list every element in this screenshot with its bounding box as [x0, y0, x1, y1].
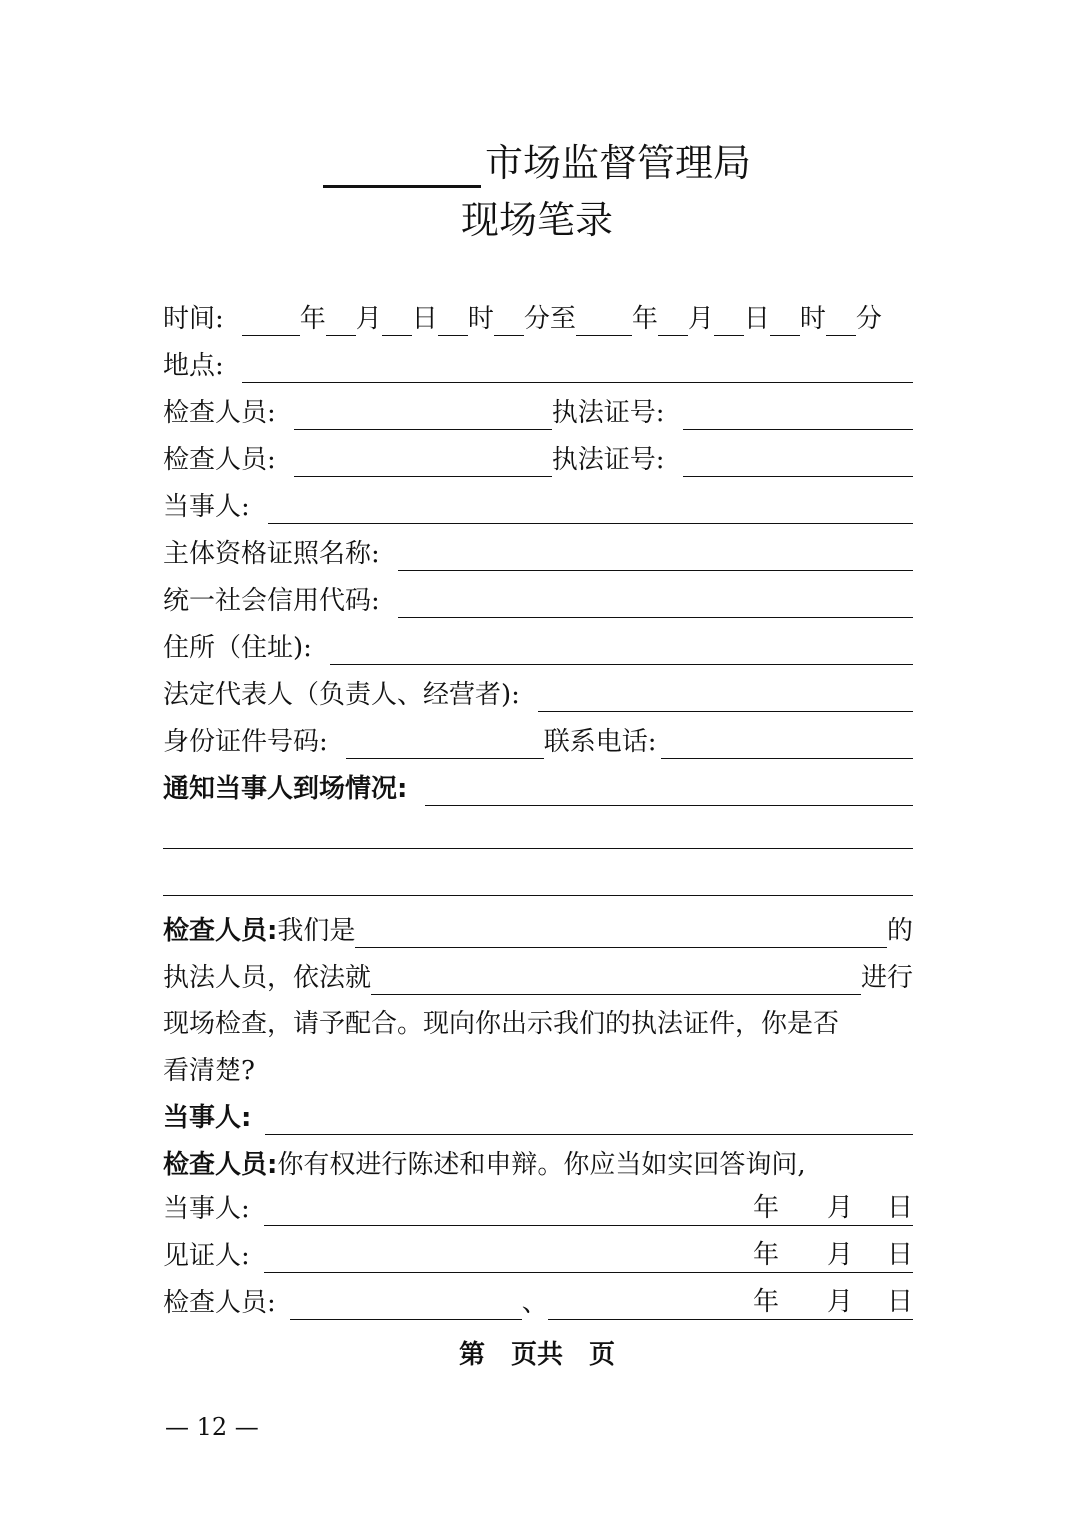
party-row: [163, 484, 913, 524]
party-label: 当事人:: [163, 492, 250, 522]
month-label: 月: [826, 1193, 853, 1223]
credit-code-field[interactable]: [398, 587, 913, 618]
inspector-2-field[interactable]: [294, 446, 552, 477]
address-label: 住所（住址):: [163, 633, 312, 663]
notice-line-3[interactable]: [163, 895, 913, 896]
place-field[interactable]: [242, 352, 913, 383]
start-year-blank[interactable]: [242, 305, 300, 336]
party-signature-row: [163, 1186, 913, 1226]
id-phone-row: [163, 719, 913, 759]
inspector-label: 检查人员:: [163, 398, 276, 428]
year-label: 年: [752, 1193, 779, 1223]
page-number: — 12 —: [165, 1413, 259, 1441]
dialogue-text: 执法人员，依法就: [163, 963, 372, 993]
license-no-label: 执法证号:: [551, 445, 665, 475]
hour-label: 时: [799, 304, 826, 334]
witness-sign-label: 见证人:: [163, 1241, 250, 1271]
credit-code-row: [163, 578, 913, 618]
inspector-label: 检查人员:: [163, 445, 276, 475]
agency-blank[interactable]: [355, 917, 887, 948]
party-answer-row: [163, 1095, 913, 1135]
witness-signature-row: [163, 1233, 913, 1273]
agency-name-blank[interactable]: [323, 145, 481, 188]
legal-rep-label: 法定代表人（负责人、经营者):: [163, 680, 520, 710]
hour-label: 时: [467, 304, 494, 334]
inspector-signature-2-field[interactable]: [548, 1289, 913, 1320]
end-year-blank[interactable]: [576, 305, 632, 336]
month-label: 月: [355, 304, 382, 334]
party-signature-field[interactable]: [264, 1195, 913, 1226]
notice-line-2[interactable]: [163, 848, 913, 849]
dialogue-text: 你有权进行陈述和申辩。你应当如实回答询问,: [277, 1150, 806, 1180]
place-row: [163, 343, 913, 383]
time-label: 时间:: [163, 304, 224, 334]
notice-label: 通知当事人到场情况:: [163, 774, 408, 804]
year-label: 年: [631, 304, 658, 334]
agency-title: [0, 138, 1074, 188]
month-label: 月: [826, 1240, 853, 1270]
start-month-blank[interactable]: [326, 305, 356, 336]
separator: 、: [521, 1288, 548, 1318]
inspector-signature-row: [163, 1280, 913, 1320]
month-label: 月: [826, 1287, 853, 1317]
party-field[interactable]: [268, 493, 913, 524]
phone-field[interactable]: [661, 728, 913, 759]
party-speaker-label: 当事人:: [163, 1103, 252, 1133]
dialogue-line-4: 看清楚?: [163, 1056, 255, 1086]
entity-license-label: 主体资格证照名称:: [163, 539, 380, 569]
party-answer-field[interactable]: [265, 1104, 913, 1135]
party-sign-label: 当事人:: [163, 1194, 250, 1224]
inspector-sign-label: 检查人员:: [163, 1288, 276, 1318]
inspector-row-2: [163, 437, 913, 477]
start-day-blank[interactable]: [382, 305, 412, 336]
witness-signature-field[interactable]: [264, 1242, 913, 1273]
minute-label: 分: [855, 304, 882, 334]
minute-to-label: 分至: [523, 304, 576, 334]
day-label: 日: [886, 1240, 913, 1270]
year-label: 年: [752, 1240, 779, 1270]
dialogue-text: 我们是: [277, 916, 356, 946]
day-label: 日: [743, 304, 770, 334]
day-label: 日: [886, 1193, 913, 1223]
end-minute-blank[interactable]: [826, 305, 856, 336]
inspector-1-field[interactable]: [294, 399, 552, 430]
inspector-signature-1-field[interactable]: [290, 1289, 522, 1320]
dialogue-line-5: [163, 1148, 913, 1182]
year-label: 年: [299, 304, 326, 334]
address-row: [163, 625, 913, 665]
start-hour-blank[interactable]: [438, 305, 468, 336]
license-no-2-field[interactable]: [683, 446, 913, 477]
matter-blank[interactable]: [371, 964, 861, 995]
id-no-label: 身份证件号码:: [163, 727, 328, 757]
end-month-blank[interactable]: [658, 305, 688, 336]
inspector-speaker-label: 检查人员:: [163, 1150, 278, 1180]
dialogue-line-1: [163, 908, 913, 948]
document-title: 现场笔录: [460, 198, 613, 242]
license-no-1-field[interactable]: [683, 399, 913, 430]
dialogue-text: 进行: [860, 963, 913, 993]
notice-row: [163, 766, 913, 806]
entity-license-field[interactable]: [398, 540, 913, 571]
agency-suffix: 市场监督管理局: [484, 141, 751, 185]
page-of-pages: 第 页共 页: [458, 1340, 615, 1370]
entity-license-row: [163, 531, 913, 571]
legal-rep-row: [163, 672, 913, 712]
license-no-label: 执法证号:: [551, 398, 665, 428]
day-label: 日: [886, 1287, 913, 1317]
day-label: 日: [411, 304, 438, 334]
dialogue-text: 的: [886, 916, 913, 946]
end-hour-blank[interactable]: [770, 305, 800, 336]
phone-label: 联系电话:: [543, 727, 657, 757]
start-minute-blank[interactable]: [494, 305, 524, 336]
legal-rep-field[interactable]: [538, 681, 913, 712]
month-label: 月: [687, 304, 714, 334]
credit-code-label: 统一社会信用代码:: [163, 586, 380, 616]
year-label: 年: [752, 1287, 779, 1317]
dialogue-line-2: [163, 955, 913, 995]
place-label: 地点:: [163, 351, 224, 381]
dialogue-line-3: 现场检查，请予配合。现向你出示我们的执法证件，你是否: [163, 1009, 840, 1039]
address-field[interactable]: [330, 634, 913, 665]
id-no-field[interactable]: [346, 728, 544, 759]
notice-field[interactable]: [425, 775, 913, 806]
inspector-row-1: [163, 390, 913, 430]
time-row: [163, 296, 913, 336]
inspector-speaker-label: 检查人员:: [163, 916, 278, 946]
end-day-blank[interactable]: [714, 305, 744, 336]
